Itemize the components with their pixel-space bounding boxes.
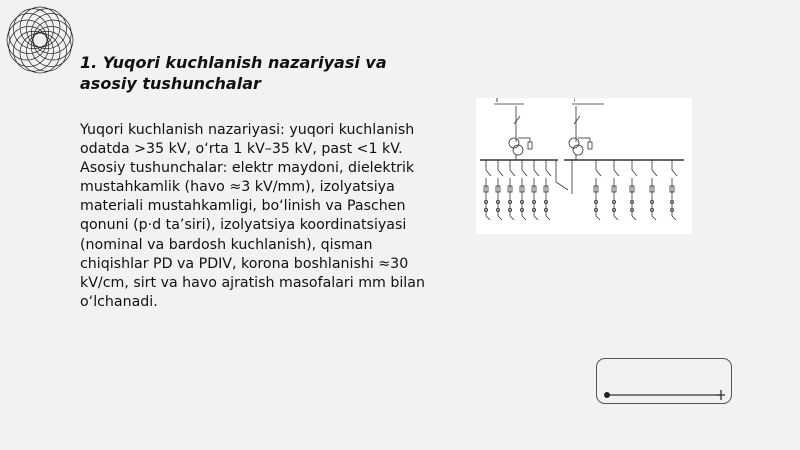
timeline-slider-widget[interactable]	[596, 358, 732, 404]
circular-line-ornament-icon	[4, 4, 76, 76]
dot-icon[interactable]	[604, 392, 610, 398]
svg-text:Ⅱ: Ⅱ	[496, 98, 499, 104]
plus-icon[interactable]	[717, 390, 725, 400]
svg-text:Ⅰ: Ⅰ	[574, 98, 576, 104]
slide-body-text: Yuqori kuchlanish nazariyasi: yuqori kuchlanish odatda >35 kV, o‘rta 1 kV–35 kV, past <1 kV. Asosiy tushunchalar: elektr maydoni, dielektrik mustahkamlik (havo ≈3 kV/mm), izolyatsiya materiali mustahkamligi, bo‘linish va Paschen qonuni (p·d ta’siri), izolyatsiya koordinatsiyasi (nominal va bardosh kuchlanish), qisman chiqishlar PD va PDIV, korona boshlanishi ≈30 kV/cm, sirt va havo ajratish masofalari mm bilan o‘lchanadi.	[80, 122, 425, 310]
slide-title: 1. Yuqori kuchlanish nazariyasi va asosiy tushunchalar	[80, 53, 387, 93]
circuit-diagram-image	[476, 98, 692, 234]
